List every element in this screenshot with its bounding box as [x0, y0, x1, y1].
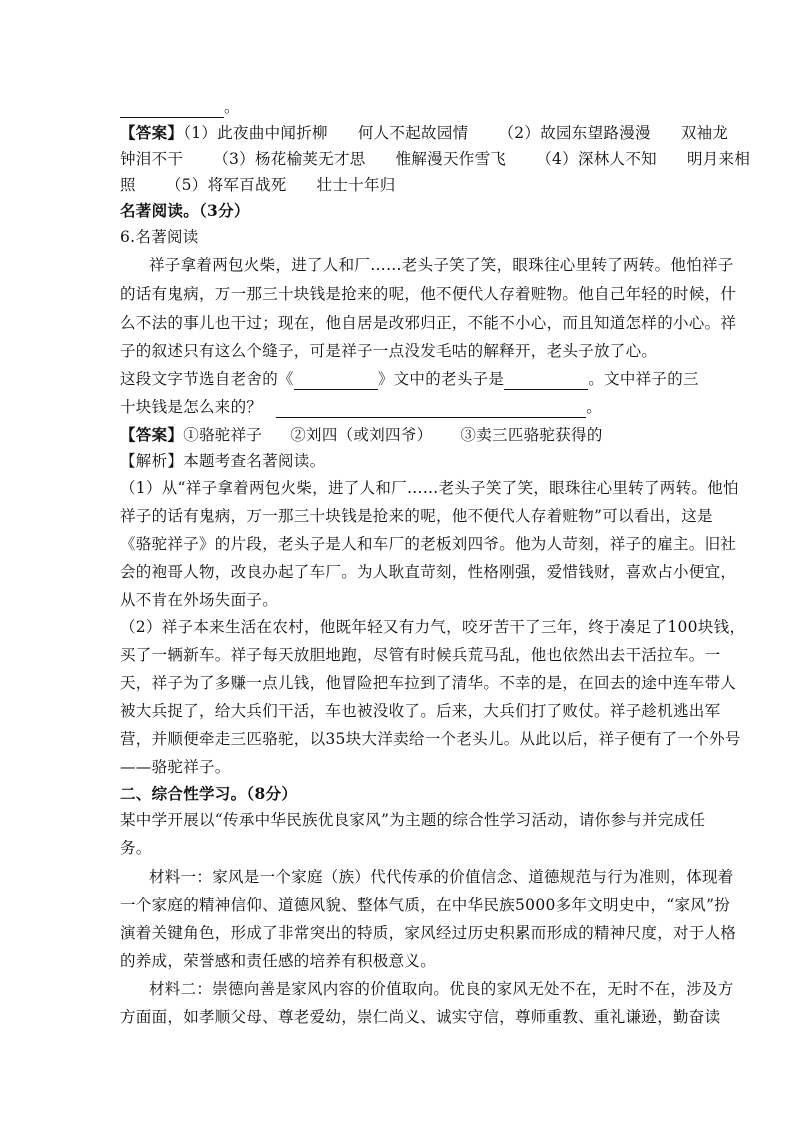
answer-text: ②刘四（或刘四爷）: [290, 426, 433, 444]
question-text: 》文中的老头子是: [377, 370, 505, 388]
answer-text: 何人不起故园情: [357, 124, 469, 142]
question-6-title: 6.名著阅读: [120, 228, 199, 246]
question-text: 。文中祥子的三: [588, 370, 699, 388]
answer-text: 壮士十年归: [316, 176, 396, 194]
answer-text: 钟泪不干: [120, 150, 184, 168]
analysis-line: 营，并顺便牵走三匹骆驼，以35块大洋卖给一个老头儿。从此以后，祥子便有了一个外号: [120, 730, 741, 748]
analysis-line: 从不肯在外场失面子。: [120, 591, 279, 609]
material-1-line: 一个家庭的精神信仰、道德风貌、整体气质，在中华民族5000多年文明史中，“家风”扮: [120, 896, 731, 914]
analysis-line: 天，祥子为了多赚一点儿钱，他冒险把车拉到了清华。不幸的是，在回去的途中连车带人: [120, 674, 737, 692]
answer-line: [120, 424, 603, 446]
analysis-heading: 【解析】本题考查名著阅读。: [120, 452, 326, 470]
answer-text: ③卖三匹骆驼获得的: [460, 426, 603, 444]
answer-text: （2）故园东望路漫漫: [498, 124, 651, 142]
analysis-line: （2）祥子本来生活在农村，他既年轻又有力气，咬牙苦干了三年，终于凑足了100块钱，: [120, 618, 746, 636]
material-1-line: 演着关键角色，形成了非常突出的特质，家风经过历史积累而形成的精神尺度，对于人格: [120, 924, 737, 942]
answer-line-3: [120, 174, 396, 196]
question-text: 这段文字节选自老舍的《: [120, 370, 294, 388]
answer-blank: [294, 373, 378, 390]
answer-text: （3）杨花榆荚无才思: [213, 150, 366, 168]
answer-line-1: [120, 122, 728, 144]
answer-tag: 【答案】: [120, 123, 184, 142]
passage-line: 祥子拿着两包火柴，进了人和厂……老头子笑了笑，眼珠往心里转了两转。他怕祥子: [149, 256, 734, 274]
material-1-line: 的养成，荣誉感和责任感的培养有积极意义。: [120, 952, 437, 970]
answer-blank-line: [120, 96, 240, 118]
section-heading-2: 二、综合性学习。（8分）: [120, 784, 298, 803]
analysis-line: 被大兵捉了，给大兵们干活，车也被没收了。后来，大兵们打了败仗。祥子趁机逃出军: [120, 702, 721, 720]
analysis-line: 祥子的话有鬼病，万一那三十块钱是抢来的呢，他不便代人存着赃物”可以看出，这是: [120, 507, 713, 525]
answer-blank: [276, 401, 586, 418]
answer-tag: 【答案】: [120, 425, 184, 444]
question-line-1: [120, 368, 699, 390]
answer-text: （5）将军百战死: [165, 176, 287, 194]
answer-line-2: [120, 148, 750, 170]
answer-text: （4）深林人不知: [536, 150, 657, 168]
passage-line: 子的叙述只有这么个缝子，可是祥子一点没发毛咕的解释开，老头子放了心。: [120, 342, 658, 360]
answer-blank: [120, 101, 224, 118]
analysis-line: 会的袍哥人物，改良办起了车厂。为人耿直苛刻，性格刚强，爱惜钱财，喜欢占小便宜，: [120, 563, 737, 581]
question-text: 十块钱是怎么来的？: [120, 398, 263, 416]
passage-line: 么不法的事儿也干过；现在，他自居是改邪归正，不能不小心，而且知道怎样的小心。祥: [120, 314, 737, 332]
answer-text: 明月来相: [686, 150, 751, 168]
analysis-line: ——骆驼祥子。: [120, 758, 231, 776]
passage-line: 的话有鬼病，万一那三十块钱是抢来的呢，他不便代人存着赃物。他自己年轻的时候，什: [120, 285, 737, 303]
answer-text: ①骆驼祥子: [183, 426, 263, 444]
period: 。: [224, 98, 240, 116]
answer-text: 惟解漫天作雪飞: [395, 150, 507, 168]
analysis-line: （1）从“祥子拿着两包火柴，进了人和厂……老头子笑了笑，眼珠往心里转了两转。他怕: [120, 479, 739, 497]
intro-line: 务。: [120, 839, 152, 857]
answer-text: 照: [120, 176, 136, 194]
section-heading-reading: 名著阅读。（3分）: [120, 201, 250, 220]
intro-line: 某中学开展以“传承中华民族优良家风”为主题的综合性学习活动，请你参与并完成任: [120, 811, 706, 829]
analysis-line: 《骆驼祥子》的片段，老头子是人和车厂的老板刘四爷。他为人苛刻，祥子的雇主。旧社: [120, 535, 737, 553]
analysis-line: 买了一辆新车。祥子每天放胆地跑，尽管有时候兵荒马乱，他也依然出去干活拉车。一: [120, 646, 721, 664]
material-2-line: 方面面，如孝顺父母、尊老爱幼，崇仁尚义、诚实守信，尊师重教、重礼谦逊，勤奋读: [120, 1008, 721, 1026]
answer-blank: [504, 373, 588, 390]
material-2-line: 材料二：崇德向善是家风内容的价值取向。优良的家风无处不在，无时不在，涉及方: [149, 980, 734, 998]
material-1-line: 材料一：家风是一个家庭（族）代代传承的价值信念、道德规范与行为准则，体现着: [149, 868, 734, 886]
question-line-2: [120, 396, 602, 418]
answer-text: 双袖龙: [680, 124, 729, 142]
question-text: 。: [586, 398, 603, 416]
answer-text: （1）此夜曲中闻折柳: [183, 124, 328, 142]
